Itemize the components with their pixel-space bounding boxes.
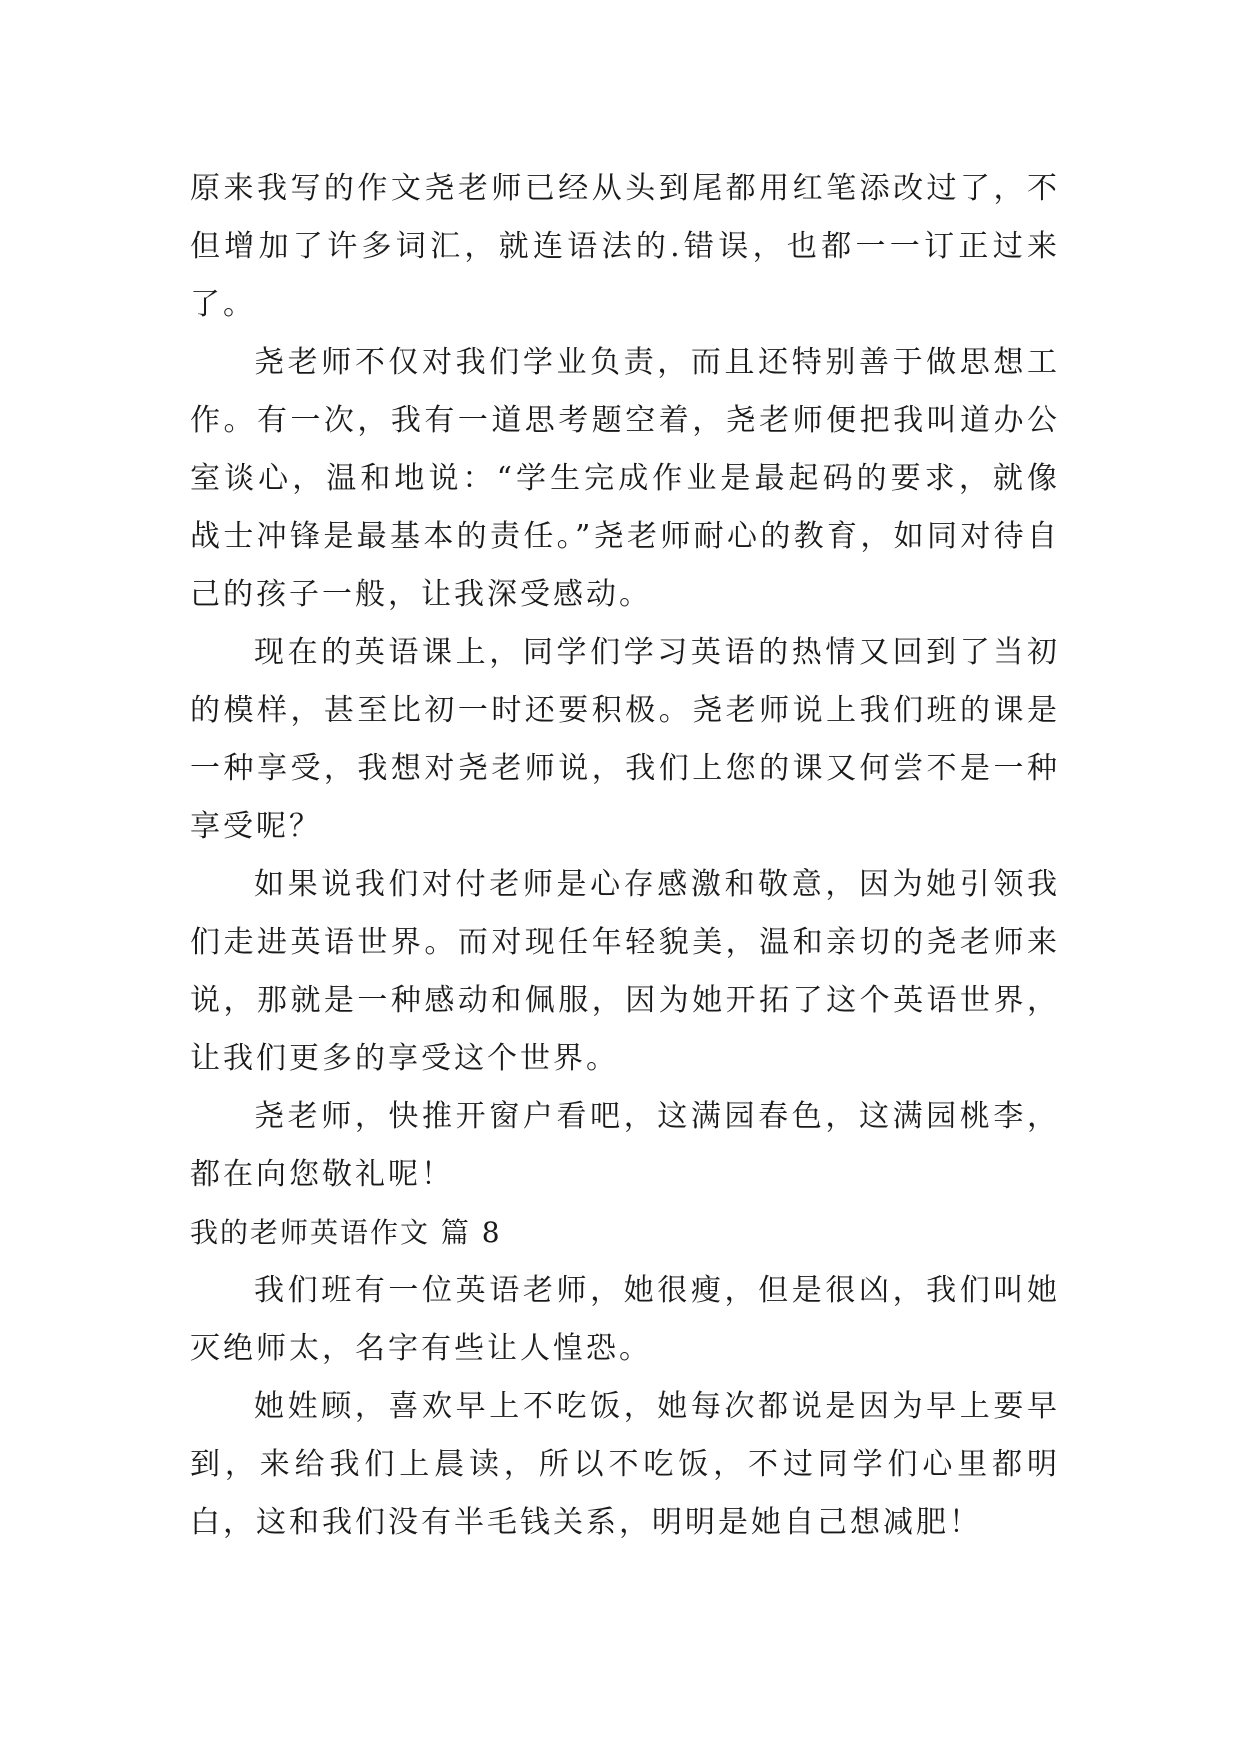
- paragraph-2: 尧老师不仅对我们学业负责，而且还特别善于做思想工作。有一次，我有一道思考题空着，尧老师便把我叫道办公室谈心，温和地说：“学生完成作业是最起码的要求，就像战士冲锋是最基本的责任。”尧老师耐心的教育，如同对待自己的孩子一般，让我深受感动。: [190, 345, 1060, 612]
- paragraph-6: 我们班有一位英语老师，她很瘦，但是很凶，我们叫她灭绝师太，名字有些让人惶恐。: [190, 1273, 1060, 1366]
- paragraph-7: 她姓顾，喜欢早上不吃饭，她每次都说是因为早上要早到，来给我们上晨读，所以不吃饭，不过同学们心里都明白，这和我们没有半毛钱关系，明明是她自己想减肥！: [190, 1389, 1060, 1540]
- document-page: [190, 160, 1060, 1552]
- paragraph-5: 尧老师，快推开窗户看吧，这满园春色，这满园桃李，都在向您敬礼呢！: [190, 1099, 1060, 1192]
- paragraph-4: 如果说我们对付老师是心存感激和敬意，因为她引领我们走进英语世界。而对现任年轻貌美，温和亲切的尧老师来说，那就是一种感动和佩服，因为她开拓了这个英语世界，让我们更多的享受这个世界。: [190, 867, 1060, 1076]
- section-heading: 我的老师英语作文 篇 8: [190, 1216, 502, 1249]
- paragraph-1: 原来我写的作文尧老师已经从头到尾都用红笔添改过了，不但增加了许多词汇，就连语法的.错误，也都一一订正过来了。: [190, 171, 1060, 322]
- paragraph-3: 现在的英语课上，同学们学习英语的热情又回到了当初的模样，甚至比初一时还要积极。尧老师说上我们班的课是一种享受，我想对尧老师说，我们上您的课又何尝不是一种享受呢？: [190, 635, 1060, 844]
